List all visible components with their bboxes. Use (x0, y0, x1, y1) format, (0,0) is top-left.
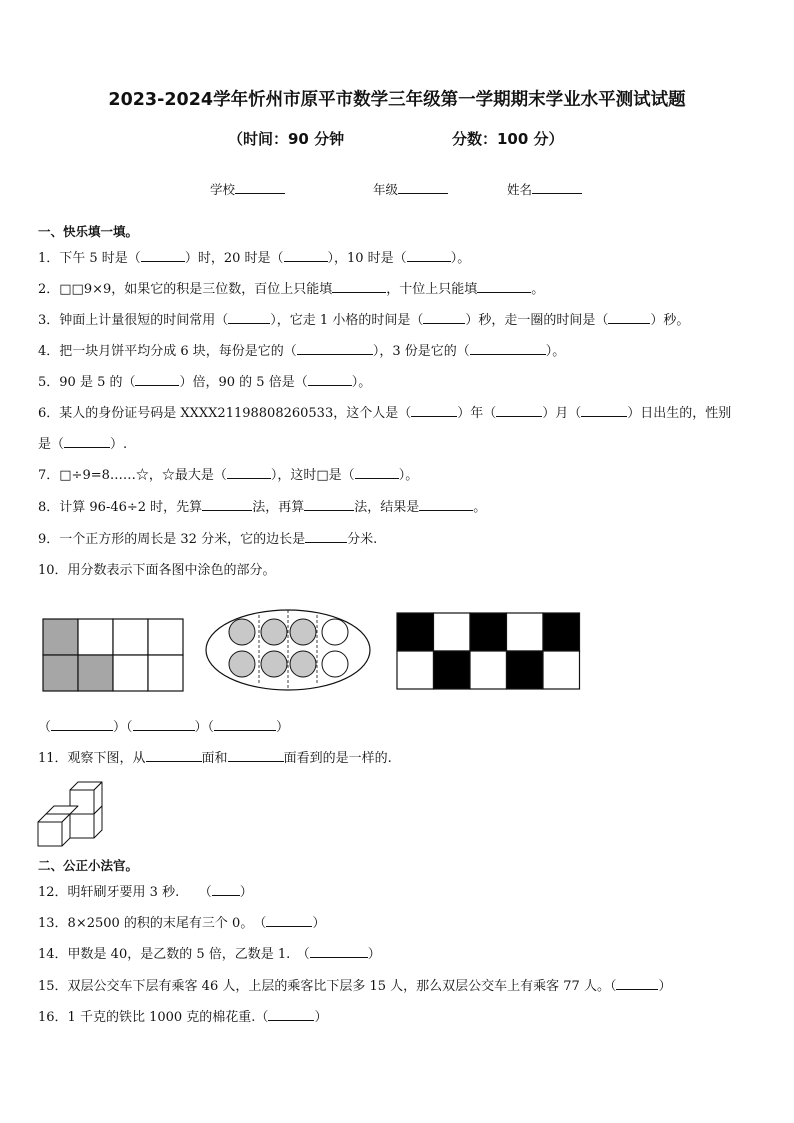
question-1: 1．下午 5 时是（ ）时，20 时是（ ），10 时是（ ）。 (38, 248, 470, 269)
answer-blank[interactable] (202, 497, 252, 511)
answer-blank[interactable] (227, 465, 271, 479)
answer-blank[interactable] (284, 248, 328, 262)
answer-blank[interactable] (616, 976, 658, 990)
answer-blank[interactable] (477, 279, 531, 293)
answer-blank[interactable] (146, 748, 202, 762)
exam-time: （时间：90 分钟 (228, 130, 345, 148)
question-9: 9．一个正方形的周长是 32 分米，它的边长是 分米. (38, 529, 377, 550)
answer-blank[interactable] (308, 372, 352, 386)
figure-stacked-cubes (36, 780, 108, 848)
question-11: 11．观察下图，从 面和 面看到的是一样的. (38, 748, 392, 769)
grade-blank[interactable] (398, 181, 448, 194)
page-title: 2023-2024学年忻州市原平市数学三年级第一学期期末学业水平测试试题 (108, 90, 686, 110)
answer-blank[interactable] (423, 310, 465, 324)
question-6-cont: 是（ ）. (38, 434, 127, 455)
answer-blank[interactable] (135, 372, 179, 386)
school-field[interactable] (210, 180, 285, 198)
figure-ellipse-circles (204, 608, 372, 692)
section-heading-judge: 二、公正小法官。 (38, 858, 139, 873)
question-4: 4．把一块月饼平均分成 6 块，每份是它的（ ），3 份是它的（ ）。 (38, 341, 565, 362)
grade-label: 年级 (373, 182, 399, 197)
answer-blank[interactable] (496, 403, 542, 417)
answer-blank[interactable] (411, 403, 457, 417)
answer-blank[interactable] (581, 403, 627, 417)
answer-blank[interactable] (419, 497, 473, 511)
question-2: 2．□□9×9，如果它的积是三位数，百位上只能填 ，十位上只能填 。 (38, 279, 544, 300)
answer-blank[interactable] (355, 465, 399, 479)
question-6: 6．某人的身份证号码是 XXXX21198808260533，这个人是（ ）年（ ）月（ ）日出生的，性别 (38, 403, 731, 424)
answer-blank[interactable] (305, 529, 347, 543)
answer-blank[interactable] (310, 944, 368, 958)
name-label: 姓名 (507, 182, 533, 197)
school-blank[interactable] (235, 181, 285, 194)
question-7: 7．□÷9=8……☆，☆最大是（ ），这时□是（ ）。 (38, 465, 418, 486)
question-16: 16．1 千克的铁比 1000 克的棉花重.（ ） (38, 1007, 327, 1028)
question-12: 12．明轩刷牙要用 3 秒. （ ） (38, 882, 253, 903)
name-blank[interactable] (532, 181, 582, 194)
question-10: 10．用分数表示下面各图中涂色的部分。 (38, 563, 276, 578)
answer-blank[interactable] (470, 341, 546, 355)
answer-blank[interactable] (141, 248, 185, 262)
answer-blank[interactable] (608, 310, 650, 324)
answer-blank[interactable] (332, 279, 386, 293)
question-10-answers: （ ）（ ）（ ） (38, 716, 289, 735)
exam-score: 分数：100 分） (452, 130, 564, 148)
question-13: 13．8×2500 的积的末尾有三个 0。 （ ） (38, 913, 325, 934)
section-heading-fill: 一、快乐填一填。 (38, 224, 139, 239)
question-8: 8．计算 96-46÷2 时，先算 法，再算 法，结果是 。 (38, 497, 486, 518)
answer-blank[interactable] (133, 717, 195, 731)
answer-blank[interactable] (51, 717, 113, 731)
school-label: 学校 (210, 182, 236, 197)
answer-blank[interactable] (407, 248, 451, 262)
answer-blank[interactable] (304, 497, 354, 511)
answer-blank[interactable] (297, 341, 373, 355)
answer-blank[interactable] (64, 434, 110, 448)
question-15: 15．双层公交车下层有乘客 46 人，上层的乘客比下层多 15 人，那么双层公交车上有乘客 77 人。（ ） (38, 976, 671, 997)
figure-checkerboard (396, 612, 582, 690)
question-5: 5．90 是 5 的（ ）倍，90 的 5 倍是（ ）。 (38, 372, 371, 393)
answer-blank[interactable] (214, 717, 276, 731)
grade-field[interactable] (373, 180, 448, 198)
name-field[interactable] (507, 180, 582, 198)
answer-blank[interactable] (268, 1007, 314, 1021)
answer-blank[interactable] (212, 882, 240, 896)
answer-blank[interactable] (228, 748, 284, 762)
figure-grid-shaded (42, 618, 184, 692)
question-3: 3．钟面上计量很短的时间常用（ ），它走 1 小格的时间是（ ）秒，走一圈的时间是（ ）秒。 (38, 310, 689, 331)
question-14: 14．甲数是 40，是乙数的 5 倍，乙数是 1. （ ） (38, 944, 381, 965)
answer-blank[interactable] (228, 310, 270, 324)
answer-blank[interactable] (266, 913, 312, 927)
